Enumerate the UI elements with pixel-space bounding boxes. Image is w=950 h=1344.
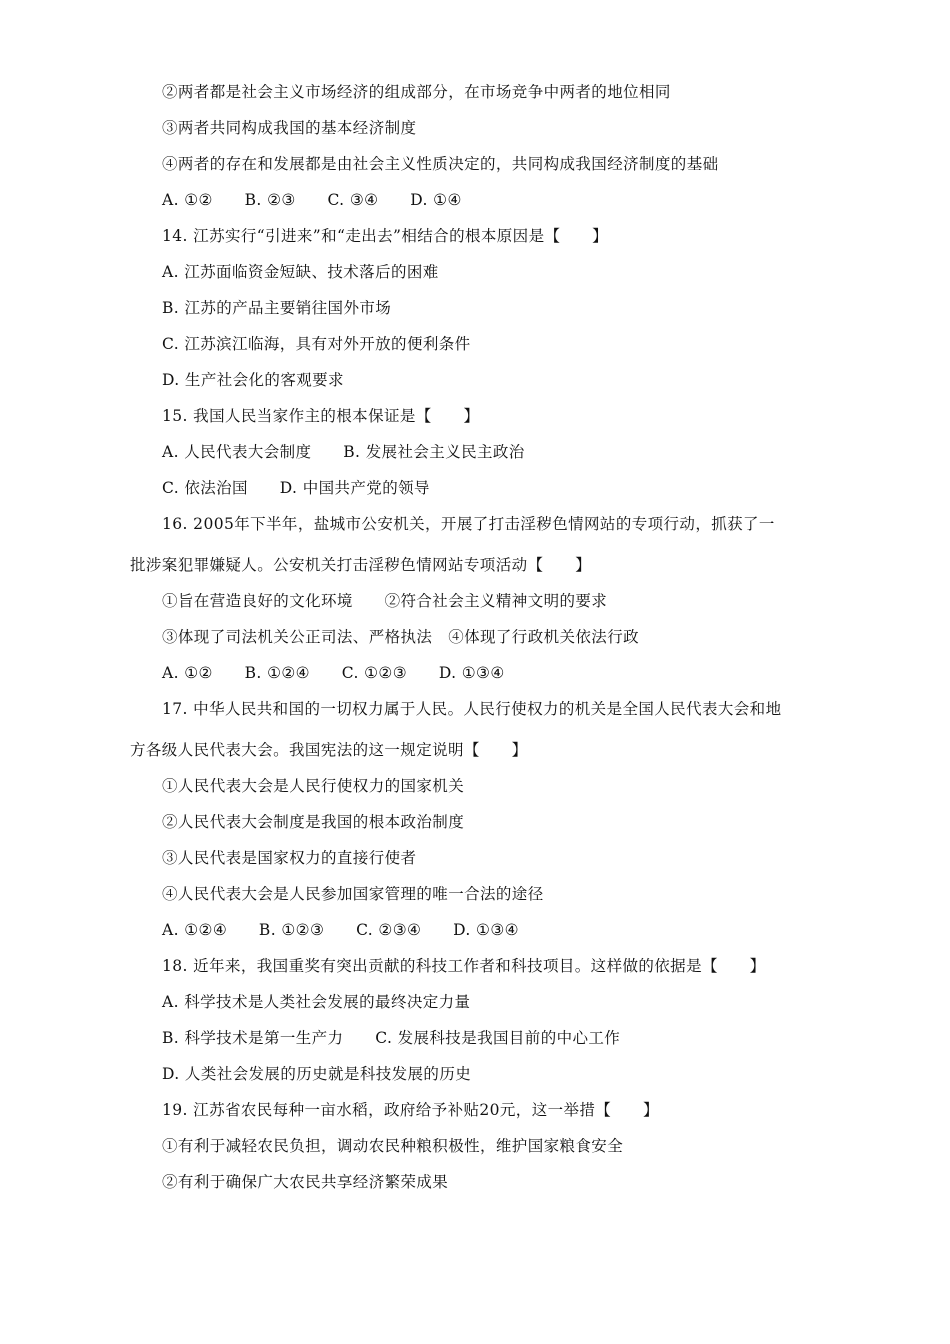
question-18-options-bc: B. 科学技术是第一生产力 C. 发展科技是我国目前的中心工作 [162,1029,621,1047]
question-16: 16. 2005年下半年，盐城市公安机关，开展了打击淫秽色情网站的专项行动，抓获了一 [162,515,775,533]
question-17-statement-1: ①人民代表大会是人民行使权力的国家机关 [162,777,465,795]
question-16-statements-12: ①旨在营造良好的文化环境 ②符合社会主义精神文明的要求 [162,592,608,610]
question-16-continued: 批涉案犯罪嫌疑人。公安机关打击淫秽色情网站专项活动【 】 [130,556,592,574]
question-17-answer-choices: A. ①②④ B. ①②③ C. ②③④ D. ①③④ [162,921,519,939]
answer-choices: A. ①② B. ②③ C. ③④ D. ①④ [162,191,462,209]
question-16-answer-choices: A. ①② B. ①②④ C. ①②③ D. ①③④ [162,664,505,682]
question-17-statement-2: ②人民代表大会制度是我国的根本政治制度 [162,813,465,831]
question-19: 19. 江苏省农民每种一亩水稻，政府给予补贴20元，这一举措【 】 [162,1101,659,1119]
option-statement-4: ④两者的存在和发展都是由社会主义性质决定的，共同构成我国经济制度的基础 [162,155,719,173]
question-15: 15. 我国人民当家作主的根本保证是【 】 [162,407,480,425]
question-14-option-d: D. 生产社会化的客观要求 [162,371,344,389]
question-17: 17. 中华人民共和国的一切权力属于人民。人民行使权力的机关是全国人民代表大会和地 [162,700,782,718]
question-18-option-d: D. 人类社会发展的历史就是科技发展的历史 [162,1065,472,1083]
question-14-option-c: C. 江苏滨江临海，具有对外开放的便利条件 [162,335,471,353]
question-14: 14. 江苏实行“引进来”和“走出去”相结合的根本原因是【 】 [162,227,609,245]
question-18-option-a: A. 科学技术是人类社会发展的最终决定力量 [162,993,471,1011]
question-19-statement-1: ①有利于减轻农民负担，调动农民种粮积极性，维护国家粮食安全 [162,1137,624,1155]
question-15-options-ab: A. 人民代表大会制度 B. 发展社会主义民主政治 [162,443,525,461]
question-19-statement-2: ②有利于确保广大农民共享经济繁荣成果 [162,1173,449,1191]
question-15-options-cd: C. 依法治国 D. 中国共产党的领导 [162,479,430,497]
question-17-statement-3: ③人民代表是国家权力的直接行使者 [162,849,417,867]
question-14-option-a: A. 江苏面临资金短缺、技术落后的困难 [162,263,439,281]
option-statement-3: ③两者共同构成我国的基本经济制度 [162,119,417,137]
option-statement-2: ②两者都是社会主义市场经济的组成部分，在市场竞争中两者的地位相同 [162,83,671,101]
question-17-statement-4: ④人民代表大会是人民参加国家管理的唯一合法的途径 [162,885,544,903]
question-17-continued: 方各级人民代表大会。我国宪法的这一规定说明【 】 [130,741,528,759]
question-14-option-b: B. 江苏的产品主要销往国外市场 [162,299,392,317]
question-18: 18. 近年来，我国重奖有突出贡献的科技工作者和科技项目。这样做的依据是【 】 [162,957,766,975]
question-16-statements-34: ③体现了司法机关公正司法、严格执法 ④体现了行政机关依法行政 [162,628,640,646]
